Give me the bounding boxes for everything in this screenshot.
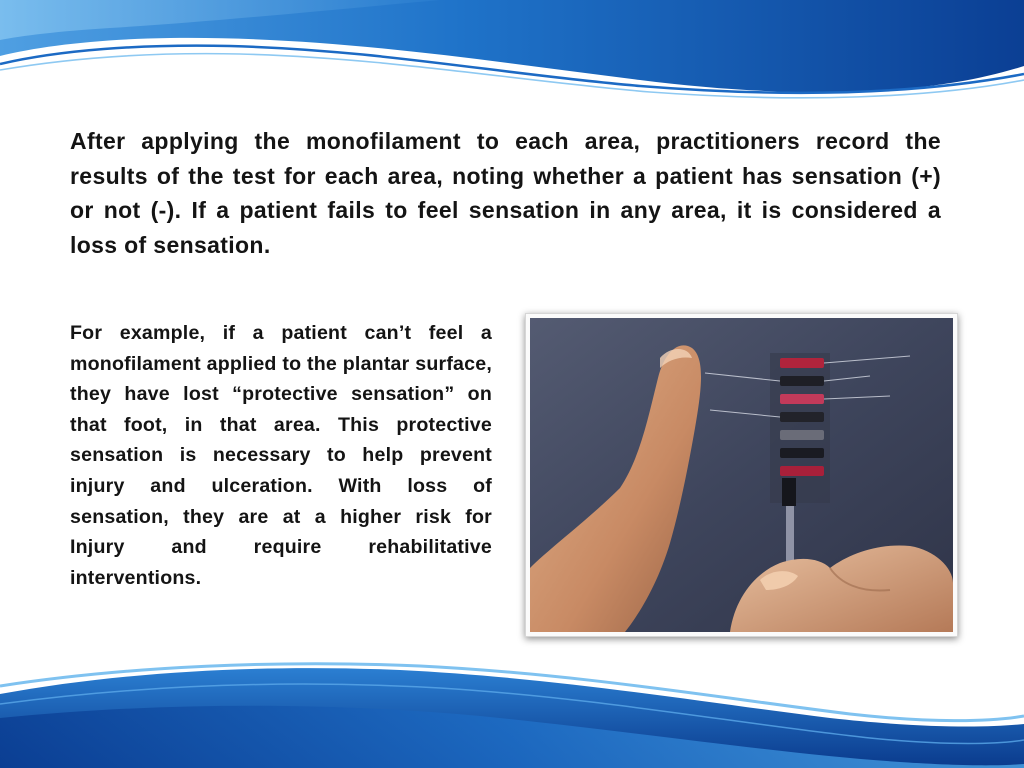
example-paragraph: For example, if a patient can’t feel a monofilament applied to the plantar surface, they have lost “protective sensation” on that foot, in that area. This protective sensation is necessary to help prevent injury and ulceration. With loss of sensation, they are at a higher risk for Injury and require rehabilitative interventions. xyxy=(70,322,492,589)
monofilament-test-photo xyxy=(530,318,953,632)
bottom-wave-decoration xyxy=(0,658,1024,768)
top-wave-decoration xyxy=(0,0,1024,100)
monofilament-photo-frame xyxy=(525,313,958,637)
main-paragraph: After applying the monofilament to each area, practitioners record the results of the test for each area, noting whether a patient has sensation (+) or not (-). If a patient fails to feel sensation in any area, it is considered a loss of sensation. xyxy=(70,128,941,258)
